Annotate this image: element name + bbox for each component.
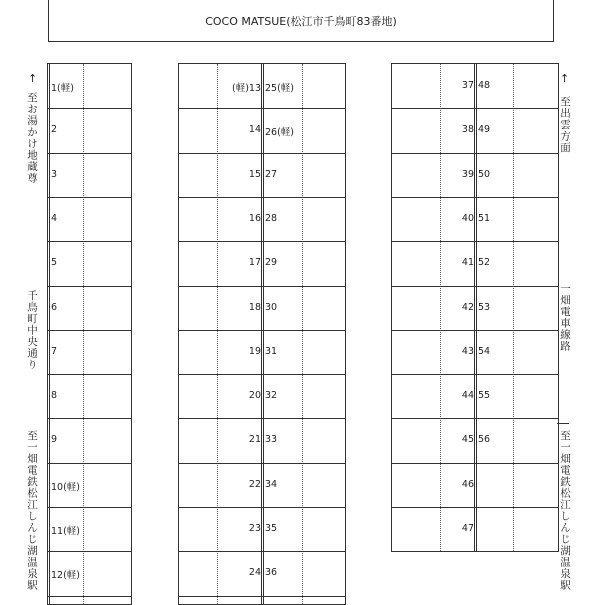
stall-number: 27 bbox=[265, 168, 278, 180]
stall-number: 31 bbox=[265, 345, 278, 357]
location-title-box bbox=[48, 0, 554, 42]
stall-number: 8 bbox=[51, 390, 58, 402]
stall-number: 45 bbox=[461, 434, 474, 446]
stall-divider bbox=[48, 108, 131, 109]
stall-number: 23 bbox=[248, 523, 261, 534]
stall-number: 34 bbox=[265, 478, 278, 490]
stall-number: 47 bbox=[461, 523, 474, 534]
stall-number: 44 bbox=[461, 390, 474, 402]
parking-column-right bbox=[391, 63, 559, 552]
stall-divider bbox=[392, 374, 558, 375]
stall-number: 11(軽) bbox=[51, 526, 81, 537]
stall-number: 37 bbox=[461, 80, 474, 91]
stall-number: 30 bbox=[265, 301, 278, 313]
stall-divider bbox=[179, 596, 345, 597]
stall-number: 53 bbox=[478, 301, 491, 313]
stall-divider bbox=[392, 463, 558, 464]
stall-divider bbox=[392, 330, 558, 331]
stall-number: 6 bbox=[51, 301, 58, 313]
stall-divider bbox=[48, 596, 131, 597]
stall-number: 2 bbox=[51, 124, 58, 136]
stall-number: 46 bbox=[461, 478, 474, 490]
stall-number: 25(軽) bbox=[265, 83, 295, 94]
stall-number: 33 bbox=[265, 434, 278, 446]
stall-number: 1(軽) bbox=[51, 83, 74, 94]
right-middle-label: 一畑電車線路 bbox=[559, 283, 571, 352]
right-top-arrow: ↑ bbox=[560, 72, 570, 85]
stall-number: 24 bbox=[248, 567, 261, 579]
stall-number: 48 bbox=[478, 80, 491, 91]
stall-number: 55 bbox=[478, 390, 491, 402]
stall-divider bbox=[179, 551, 345, 552]
stall-number: 38 bbox=[461, 124, 474, 136]
stall-divider bbox=[48, 286, 131, 287]
stall-divider bbox=[179, 330, 345, 331]
stall-divider bbox=[179, 241, 345, 242]
stall-divider bbox=[48, 418, 131, 419]
stall-number: 12(軽) bbox=[51, 570, 81, 582]
stall-number: 4 bbox=[51, 212, 58, 224]
stall-number: 20 bbox=[248, 390, 261, 402]
stall-divider bbox=[179, 418, 345, 419]
stall-divider bbox=[48, 153, 131, 154]
stall-divider bbox=[48, 330, 131, 331]
stall-divider bbox=[392, 286, 558, 287]
stall-divider bbox=[48, 551, 131, 552]
stall-number: 39 bbox=[461, 168, 474, 180]
stall-number: 29 bbox=[265, 257, 278, 269]
stall-number: 43 bbox=[461, 345, 474, 357]
stall-number: 32 bbox=[265, 390, 278, 402]
stall-number: 41 bbox=[461, 257, 474, 269]
stall-divider bbox=[48, 463, 131, 464]
stall-number: 3 bbox=[51, 168, 58, 180]
stall-divider bbox=[179, 153, 345, 154]
stall-number: 49 bbox=[478, 124, 491, 136]
stall-number: 26(軽) bbox=[265, 127, 295, 139]
stall-divider bbox=[48, 374, 131, 375]
stall-divider bbox=[392, 507, 558, 508]
stall-number: 36 bbox=[265, 567, 278, 579]
stall-divider bbox=[179, 286, 345, 287]
stall-number: 10(軽) bbox=[51, 481, 81, 493]
stall-divider bbox=[48, 507, 131, 508]
right-top-label: 至出雲方面 bbox=[559, 96, 571, 154]
parking-column-left bbox=[47, 63, 132, 605]
stall-number: 15 bbox=[248, 168, 261, 180]
stall-number: 22 bbox=[248, 478, 261, 490]
stall-number: 56 bbox=[478, 434, 491, 446]
stall-number: (軽)13 bbox=[231, 83, 261, 94]
stall-divider bbox=[179, 463, 345, 464]
stall-divider bbox=[179, 197, 345, 198]
stall-number: 16 bbox=[248, 212, 261, 224]
stall-divider bbox=[179, 374, 345, 375]
stall-divider bbox=[392, 153, 558, 154]
stall-number: 7 bbox=[51, 345, 58, 357]
stall-divider bbox=[179, 108, 345, 109]
stall-number: 14 bbox=[248, 124, 261, 136]
stall-number: 5 bbox=[51, 257, 58, 269]
stall-number: 18 bbox=[248, 301, 261, 313]
stall-number: 21 bbox=[248, 434, 261, 446]
stall-divider bbox=[392, 197, 558, 198]
right-bottom-label: 至一畑電鉄松江しんじ湖温泉駅 bbox=[559, 430, 571, 591]
left-middle-label: 千鳥町中央通り bbox=[26, 290, 38, 371]
stall-number: 54 bbox=[478, 345, 491, 357]
stall-divider bbox=[392, 418, 558, 419]
stall-number: 35 bbox=[265, 523, 278, 534]
left-top-label: 至お湯かけ地蔵尊 bbox=[26, 92, 38, 184]
parking-column-middle bbox=[178, 63, 346, 605]
stall-number: 52 bbox=[478, 257, 491, 269]
left-bottom-label: 至一畑電鉄松江しんじ湖温泉駅 bbox=[26, 430, 38, 591]
stall-divider bbox=[392, 241, 558, 242]
stall-divider bbox=[48, 197, 131, 198]
left-top-arrow: ↑ bbox=[28, 72, 38, 85]
stall-number: 42 bbox=[461, 301, 474, 313]
stall-divider bbox=[392, 108, 558, 109]
stall-number: 17 bbox=[248, 257, 261, 269]
stall-number: 51 bbox=[478, 212, 491, 224]
stall-number: 19 bbox=[248, 345, 261, 357]
right-bottom-bar bbox=[557, 423, 569, 424]
stall-divider bbox=[48, 241, 131, 242]
stall-number: 40 bbox=[461, 212, 474, 224]
stall-number: 50 bbox=[478, 168, 491, 180]
stall-number: 9 bbox=[51, 434, 58, 446]
stall-number: 28 bbox=[265, 212, 278, 224]
location-title: COCO MATSUE(松江市千鳥町83番地) bbox=[205, 15, 397, 28]
stall-divider bbox=[179, 507, 345, 508]
